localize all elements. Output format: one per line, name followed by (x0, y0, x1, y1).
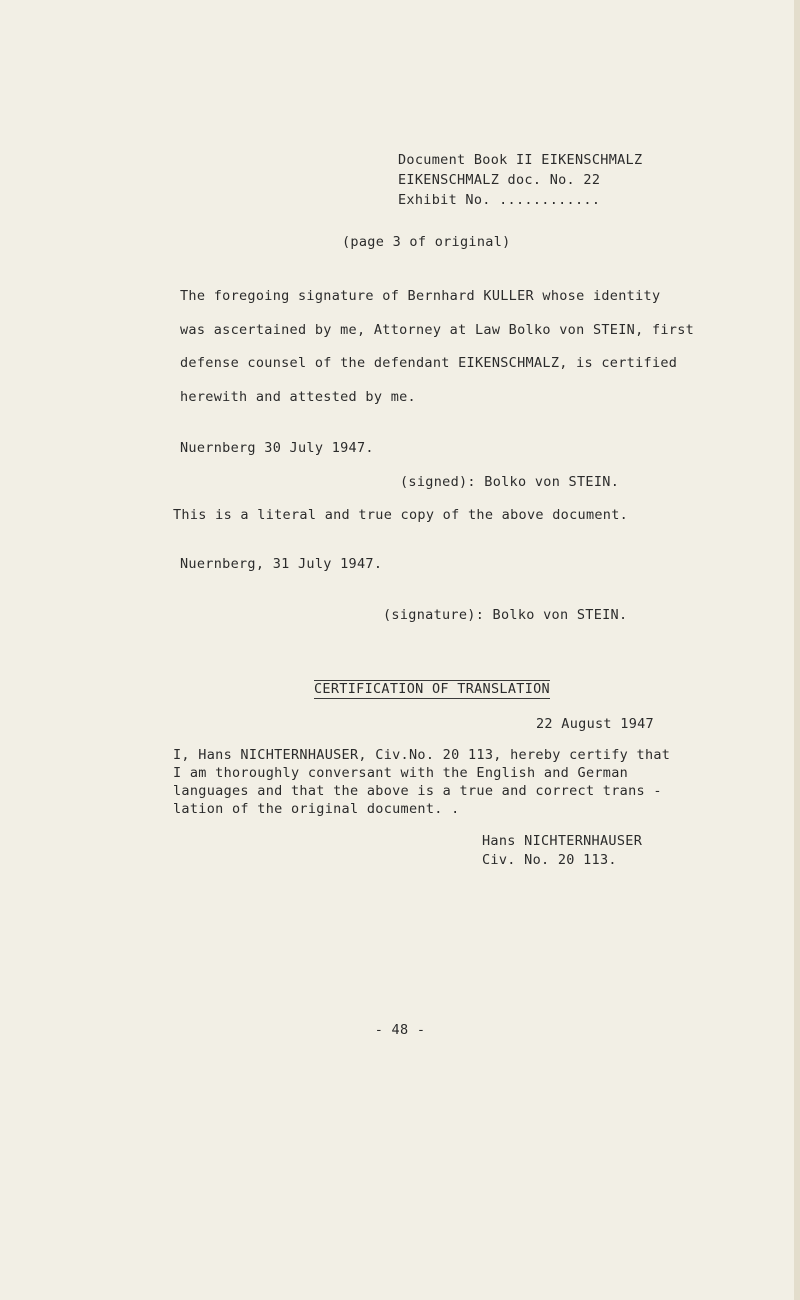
header-line-document-book: Document Book II EIKENSCHMALZ (398, 152, 643, 168)
certification-date: 22 August 1947 (536, 716, 654, 732)
paragraph-line: was ascertained by me, Attorney at Law Bolko von STEIN, first (180, 322, 695, 338)
page-number: - 48 - (374, 1022, 426, 1038)
paragraph-line: herewith and attested by me. (180, 389, 416, 405)
header-line-exhibit-number: Exhibit No. ............ (398, 192, 601, 208)
page-edge-shadow (794, 0, 800, 1300)
document-header (398, 150, 642, 210)
header-line-doc-number: EIKENSCHMALZ doc. No. 22 (398, 172, 601, 188)
place-date-second: Nuernberg, 31 July 1947. (180, 556, 383, 572)
certification-body-line: languages and that the above is a true and correct trans - (173, 783, 662, 799)
certification-title: CERTIFICATION OF TRANSLATION (314, 681, 550, 697)
signature-line: (signature): Bolko von STEIN. (383, 607, 628, 623)
original-page-reference: (page 3 of original) (342, 234, 511, 250)
place-date-first: Nuernberg 30 July 1947. (180, 440, 374, 456)
certification-body-line: I am thoroughly conversant with the English and German (173, 765, 629, 781)
paragraph-line: The foregoing signature of Bernhard KULLER whose identity (180, 288, 661, 304)
translator-signature-block (482, 832, 642, 870)
signed-line: (signed): Bolko von STEIN. (400, 474, 620, 490)
certification-body-line: I, Hans NICHTERNHAUSER, Civ.No. 20 113, hereby certify that (173, 747, 671, 763)
copy-statement: This is a literal and true copy of the above document. (173, 507, 629, 523)
paragraph-line: defense counsel of the defendant EIKENSCHMALZ, is certified (180, 355, 678, 371)
certification-body-line: lation of the original document. . (173, 801, 460, 817)
translator-name: Hans NICHTERNHAUSER (482, 833, 643, 849)
translator-civ-number: Civ. No. 20 113. (482, 852, 617, 868)
